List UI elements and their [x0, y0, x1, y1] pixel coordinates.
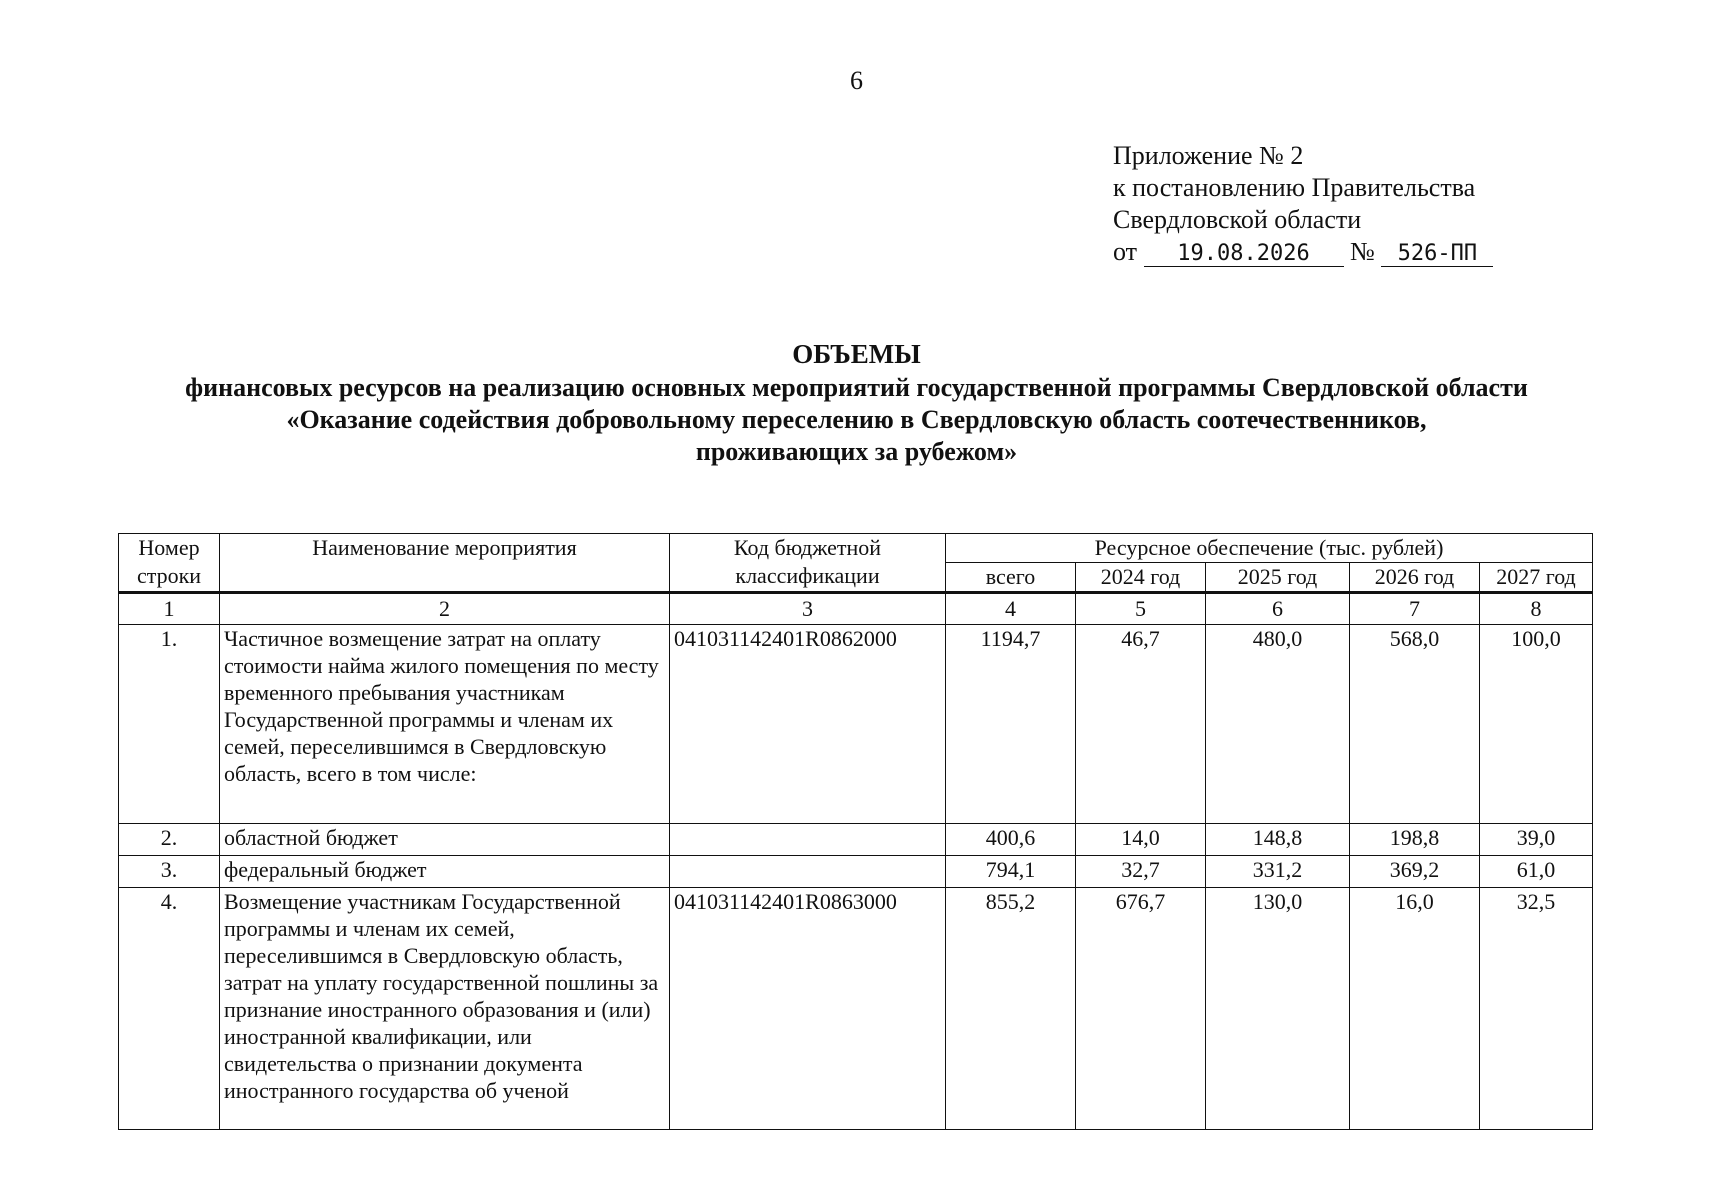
value-total: 400,6 [946, 824, 1076, 856]
column-number: 7 [1350, 593, 1480, 625]
budget-code: 041031142401R0863000 [670, 888, 946, 1130]
header-2024: 2024 год [1076, 563, 1206, 593]
appendix-block [1113, 140, 1493, 268]
budget-code [670, 856, 946, 888]
header-name: Наименование мероприятия [220, 534, 670, 593]
value-2025: 148,8 [1206, 824, 1350, 856]
event-name: Возмещение участникам Государственной программы и членам их семей, переселившимся в Свердловскую область, затрат на уплату государственной пошлины за признание иностранного образования и (или) иностранной квалификации, или свидетельства о признании документа иностранного государства об ученой [220, 888, 670, 1130]
header-2027: 2027 год [1480, 563, 1593, 593]
column-number: 6 [1206, 593, 1350, 625]
value-2026: 198,8 [1350, 824, 1480, 856]
appendix-date-line [1113, 236, 1493, 268]
appendix-resolution: к постановлению Правительства [1113, 173, 1476, 202]
row-number: 3. [119, 856, 220, 888]
header-2026: 2026 год [1350, 563, 1480, 593]
value-2025: 130,0 [1206, 888, 1350, 1130]
value-2024: 676,7 [1076, 888, 1206, 1130]
document-heading [0, 338, 1713, 468]
column-numbers-row [119, 593, 1593, 625]
row-number: 2. [119, 824, 220, 856]
budget-code: 041031142401R0862000 [670, 625, 946, 824]
column-number: 3 [670, 593, 946, 625]
appendix-region: Свердловской области [1113, 205, 1362, 234]
resolution-number: 526-ПП [1381, 242, 1493, 267]
appendix-title: Приложение № 2 [1113, 141, 1304, 170]
value-total: 794,1 [946, 856, 1076, 888]
value-2027: 100,0 [1480, 625, 1593, 824]
value-2024: 14,0 [1076, 824, 1206, 856]
number-prefix: № [1350, 237, 1375, 266]
value-2025: 331,2 [1206, 856, 1350, 888]
value-2025: 480,0 [1206, 625, 1350, 824]
resolution-date: 19.08.2026 [1144, 242, 1344, 267]
value-total: 1194,7 [946, 625, 1076, 824]
column-number: 4 [946, 593, 1076, 625]
header-code: Код бюджетной классификации [670, 534, 946, 593]
heading-line-3: проживающих за рубежом» [695, 437, 1018, 466]
value-2026: 16,0 [1350, 888, 1480, 1130]
table-row [119, 888, 1593, 1130]
value-2024: 32,7 [1076, 856, 1206, 888]
date-prefix: от [1113, 237, 1138, 266]
value-total: 855,2 [946, 888, 1076, 1130]
event-name: Частичное возмещение затрат на оплату стоимости найма жилого помещения по месту временного пребывания участникам Государственной программы и членам их семей, переселившимся в Свердловскую область, всего в том числе: [220, 625, 670, 824]
column-number: 8 [1480, 593, 1593, 625]
budget-table [118, 533, 1593, 1130]
page-number: 6 [850, 66, 863, 95]
column-number: 2 [220, 593, 670, 625]
table-row [119, 856, 1593, 888]
value-2026: 369,2 [1350, 856, 1480, 888]
event-name: федеральный бюджет [220, 856, 670, 888]
table-row [119, 625, 1593, 824]
document-title: ОБЪЕМЫ [792, 339, 921, 369]
row-number: 4. [119, 888, 220, 1130]
row-number: 1. [119, 625, 220, 824]
column-number: 5 [1076, 593, 1206, 625]
header-total: всего [946, 563, 1076, 593]
header-2025: 2025 год [1206, 563, 1350, 593]
value-2026: 568,0 [1350, 625, 1480, 824]
value-2027: 39,0 [1480, 824, 1593, 856]
header-resources: Ресурсное обеспечение (тыс. рублей) [946, 534, 1593, 563]
value-2027: 61,0 [1480, 856, 1593, 888]
heading-line-1: финансовых ресурсов на реализацию основных мероприятий государственной программы Свердловской области [185, 373, 1528, 402]
value-2027: 32,5 [1480, 888, 1593, 1130]
heading-line-2: «Оказание содействия добровольному переселению в Свердловскую область соотечественников, [286, 405, 1427, 434]
header-row-number: Номер строки [119, 534, 220, 593]
budget-code [670, 824, 946, 856]
table-row [119, 824, 1593, 856]
value-2024: 46,7 [1076, 625, 1206, 824]
column-number: 1 [119, 593, 220, 625]
event-name: областной бюджет [220, 824, 670, 856]
